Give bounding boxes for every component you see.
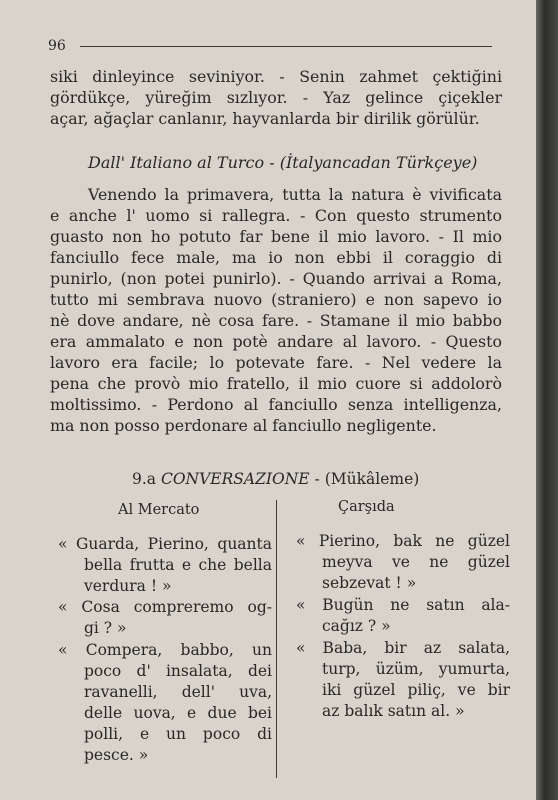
section-title [132,470,419,488]
section-subtitle: (Mükâleme) [324,470,420,488]
dialogue-entry [58,640,272,766]
text-line: pesce. » [84,746,149,764]
text-line: « Guarda, Pierino, quanta [58,535,272,553]
text-line: meyva ve ne güzel [322,553,510,571]
text-line: delle uova, e due bei [84,704,272,722]
book-binding-edge [536,0,558,800]
text-line: « Bugün ne satın ala- [296,596,510,614]
text-line: poco d' insalata, dei [84,662,272,680]
text-line: « Baba, bir az salata, [296,639,510,657]
text-line: lavoro era facile; lo potevate fare. - Nel vedere la [50,353,502,372]
dialogue-entry [296,595,510,637]
text-line: era ammalato e non potè andare al lavoro. - Questo [50,332,502,351]
text-line: guasto non ho potuto far bene il mio lavoro. - Il mio [50,227,502,246]
text-line: fanciullo fece male, ma io non ebbi il coraggio di [50,248,502,267]
dialogue-entry [58,597,272,639]
section-separator: - [314,470,320,488]
translation-heading: Dall' Italiano al Turco - (İtalyancadan Türkçeye) [88,153,478,172]
text-line: gördükçe, yüreğim sızlıyor. - Yaz gelince çiçekler [50,88,502,107]
text-line: Venendo la primavera, tutta la natura è vivificata [88,185,502,204]
text-line: az balık satın al. » [322,702,465,720]
page-number: 96 [48,38,66,54]
text-line: polli, e un poco di [84,725,272,743]
column-divider [276,500,277,778]
turkish-paragraph [50,66,502,129]
dialogue-entry [296,638,510,722]
text-line: « Pierino, bak ne güzel [296,532,510,550]
dialogue-entry [296,531,510,594]
text-line: açar, ağaçlar canlanır, hayvanlarda bir dirilik görülür. [50,109,480,128]
text-line: moltissimo. - Perdono al fanciullo senza intelligenza, [50,395,502,414]
text-line: cağız ? » [322,617,391,635]
text-line: turp, üzüm, yumurta, [322,660,510,678]
text-line: verdura ! » [84,577,172,595]
text-line: ravanelli, dell' uva, [84,683,272,701]
text-line: punirlo, (non potei punirlo). - Quando arrivai a Roma, [50,269,502,288]
text-line: sebzevat ! » [322,574,417,592]
section-number: 9.a [132,470,157,488]
text-line: nè dove andare, nè cosa fare. - Stamane il mio babbo [50,311,502,330]
text-line: ma non posso perdonare al fanciullo negligente. [50,416,437,435]
header-rule [80,46,492,47]
italian-paragraph [50,184,502,436]
right-column-header: Çarşıda [338,499,395,515]
text-line: « Cosa compreremo og- [58,598,272,616]
text-line: tutto mi sembrava nuovo (straniero) e non sapevo io [50,290,502,309]
text-line: bella frutta e che bella [84,556,272,574]
left-column-header: Al Mercato [118,502,200,518]
text-line: « Compera, babbo, un [58,641,272,659]
section-name: CONVERSAZIONE [160,470,310,488]
text-line: pena che provò mio fratello, il mio cuore si addolorò [50,374,502,393]
dialogue-entry [58,534,272,597]
text-line: e anche l' uomo si rallegra. - Con questo strumento [50,206,502,225]
text-line: iki güzel piliç, ve bir [322,681,510,699]
text-line: gi ? » [84,619,127,637]
text-line: siki dinleyince seviniyor. - Senin zahmet çektiğini [50,67,502,86]
